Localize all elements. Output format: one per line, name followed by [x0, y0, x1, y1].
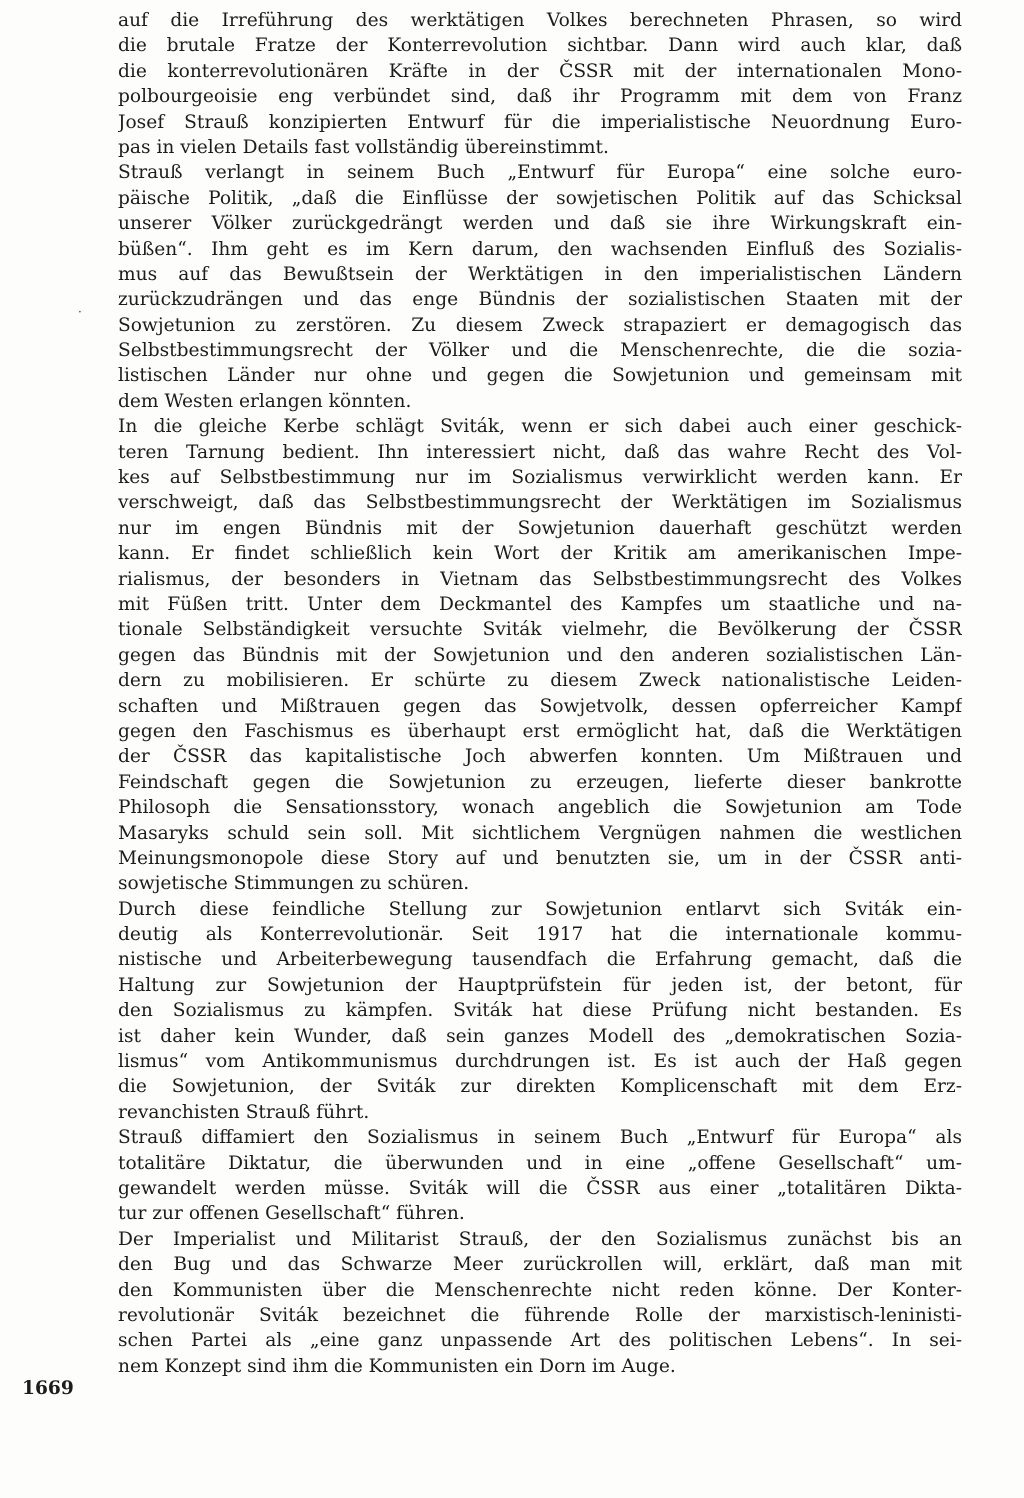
text-line: teren Tarnung bedient. Ihn interessiert nicht, daß das wahre Recht des Vol- — [118, 441, 962, 463]
text-line: gegen das Bündnis mit der Sowjetunion und den anderen sozialistischen Län- — [118, 644, 962, 666]
text-line: revolutionär Sviták bezeichnet die führende Rolle der marxistisch-leninisti- — [118, 1304, 962, 1326]
paragraph — [118, 160, 962, 414]
text-line: nem Konzept sind ihm die Kommunisten ein Dorn im Auge. — [118, 1355, 676, 1377]
text-line: rialismus, der besonders in Vietnam das Selbstbestimmungsrecht des Volkes — [118, 568, 962, 590]
paragraph — [118, 1125, 962, 1227]
text-line: gewandelt werden müsse. Sviták will die ČSSR aus einer „totalitären Dikta- — [118, 1177, 962, 1199]
text-line: dem Westen erlangen könnten. — [118, 390, 412, 412]
text-line: büßen“. Ihm geht es im Kern darum, den wachsenden Einfluß des Sozialis- — [118, 238, 962, 260]
text-line: sowjetische Stimmungen zu schüren. — [118, 873, 470, 895]
text-line: Strauß verlangt in seinem Buch „Entwurf für Europa“ eine solche euro- — [118, 162, 962, 184]
margin-mark: · — [78, 305, 82, 319]
body-text — [118, 8, 962, 1379]
text-line: schen Partei als „eine ganz unpassende Art des politischen Lebens“. In sei- — [118, 1330, 962, 1352]
paragraph — [118, 414, 962, 896]
text-line: verschweigt, daß das Selbstbestimmungsrecht der Werktätigen im Sozialismus — [118, 492, 962, 514]
text-line: die Sowjetunion, der Sviták zur direkten Komplicenschaft mit dem Erz- — [118, 1076, 962, 1098]
text-line: Masaryks schuld sein soll. Mit sichtlichem Vergnügen nahmen die westlichen — [118, 822, 962, 844]
text-line: kes auf Selbstbestimmung nur im Sozialismus verwirklicht werden kann. Er — [118, 467, 962, 489]
text-line: Josef Strauß konzipierten Entwurf für die imperialistische Neuordnung Euro- — [118, 111, 962, 133]
text-line: Der Imperialist und Militarist Strauß, der den Sozialismus zunächst bis an — [118, 1228, 962, 1250]
text-line: die konterrevolutionären Kräfte in der ČSSR mit der internationalen Mono- — [118, 60, 962, 82]
paragraph — [118, 8, 962, 160]
text-line: Sowjetunion zu zerstören. Zu diesem Zweck strapaziert er demagogisch das — [118, 314, 962, 336]
text-line: den Sozialismus zu kämpfen. Sviták hat diese Prüfung nicht bestanden. Es — [118, 1000, 962, 1022]
text-line: die brutale Fratze der Konterrevolution sichtbar. Dann wird auch klar, daß — [118, 35, 962, 57]
text-line: nur im engen Bündnis mit der Sowjetunion dauerhaft geschützt werden — [118, 517, 962, 539]
text-line: listischen Länder nur ohne und gegen die Sowjetunion und gemeinsam mit — [118, 365, 962, 387]
text-line: deutig als Konterrevolutionär. Seit 1917 hat die internationale kommu- — [118, 924, 962, 946]
text-line: Haltung zur Sowjetunion der Hauptprüfstein für jeden ist, der betont, für — [118, 974, 962, 996]
paragraph — [118, 897, 962, 1126]
text-line: ist daher kein Wunder, daß sein ganzes Modell des „demokratischen Sozia- — [118, 1025, 962, 1047]
text-line: Selbstbestimmungsrecht der Völker und die Menschenrechte, die die sozia- — [118, 340, 962, 362]
text-line: schaften und Mißtrauen gegen das Sowjetvolk, dessen opferreicher Kampf — [118, 695, 962, 717]
text-line: mus auf das Bewußtsein der Werktätigen in den imperialistischen Ländern — [118, 263, 962, 285]
text-line: unserer Völker zurückgedrängt werden und daß sie ihre Wirkungskraft ein- — [118, 213, 962, 235]
paragraph — [118, 1227, 962, 1379]
text-line: Philosoph die Sensationsstory, wonach angeblich die Sowjetunion am Tode — [118, 797, 962, 819]
text-line: dern zu mobilisieren. Er schürte zu diesem Zweck nationalistische Leiden- — [118, 670, 962, 692]
text-line: der ČSSR das kapitalistische Joch abwerfen konnten. Um Mißtrauen und — [118, 746, 962, 768]
text-line: totalitäre Diktatur, die überwunden und in eine „offene Gesellschaft“ um- — [118, 1152, 962, 1174]
text-line: revanchisten Strauß führt. — [118, 1101, 370, 1123]
text-line: tur zur offenen Gesellschaft“ führen. — [118, 1203, 465, 1225]
text-line: nistische und Arbeiterbewegung tausendfach die Erfahrung gemacht, daß die — [118, 949, 962, 971]
text-line: päische Politik, „daß die Einflüsse der sowjetischen Politik auf das Schicksal — [118, 187, 962, 209]
text-line: In die gleiche Kerbe schlägt Sviták, wenn er sich dabei auch einer geschick- — [118, 416, 962, 438]
text-line: pas in vielen Details fast vollständig übereinstimmt. — [118, 136, 609, 158]
text-line: Feindschaft gegen die Sowjetunion zu erzeugen, lieferte dieser bankrotte — [118, 771, 962, 793]
text-line: kann. Er findet schließlich kein Wort der Kritik am amerikanischen Impe- — [118, 543, 962, 565]
text-line: Durch diese feindliche Stellung zur Sowjetunion entlarvt sich Sviták ein- — [118, 898, 962, 920]
text-line: zurückzudrängen und das enge Bündnis der sozialistischen Staaten mit der — [118, 289, 962, 311]
text-line: tionale Selbständigkeit versuchte Sviták vielmehr, die Bevölkerung der ČSSR — [118, 619, 962, 641]
text-line: auf die Irreführung des werktätigen Volkes berechneten Phrasen, so wird — [118, 10, 962, 31]
text-line: den Bug und das Schwarze Meer zurückrollen will, erklärt, daß man mit — [118, 1254, 962, 1276]
text-line: Meinungsmonopole diese Story auf und benutzten sie, um in der ČSSR anti- — [118, 847, 962, 869]
text-line: gegen den Faschismus es überhaupt erst ermöglicht hat, daß die Werktätigen — [118, 720, 962, 742]
text-line: polbourgeoisie eng verbündet sind, daß ihr Programm mit dem von Franz — [118, 86, 962, 108]
text-line: den Kommunisten über die Menschenrechte nicht reden könne. Der Konter- — [118, 1279, 962, 1301]
text-line: mit Füßen tritt. Unter dem Deckmantel des Kampfes um staatliche und na- — [118, 593, 962, 615]
text-line: lismus“ vom Antikommunismus durchdrungen ist. Es ist auch der Haß gegen — [118, 1051, 962, 1073]
page-number: 1669 — [22, 1378, 74, 1399]
text-line: Strauß diffamiert den Sozialismus in seinem Buch „Entwurf für Europa“ als — [118, 1127, 962, 1149]
